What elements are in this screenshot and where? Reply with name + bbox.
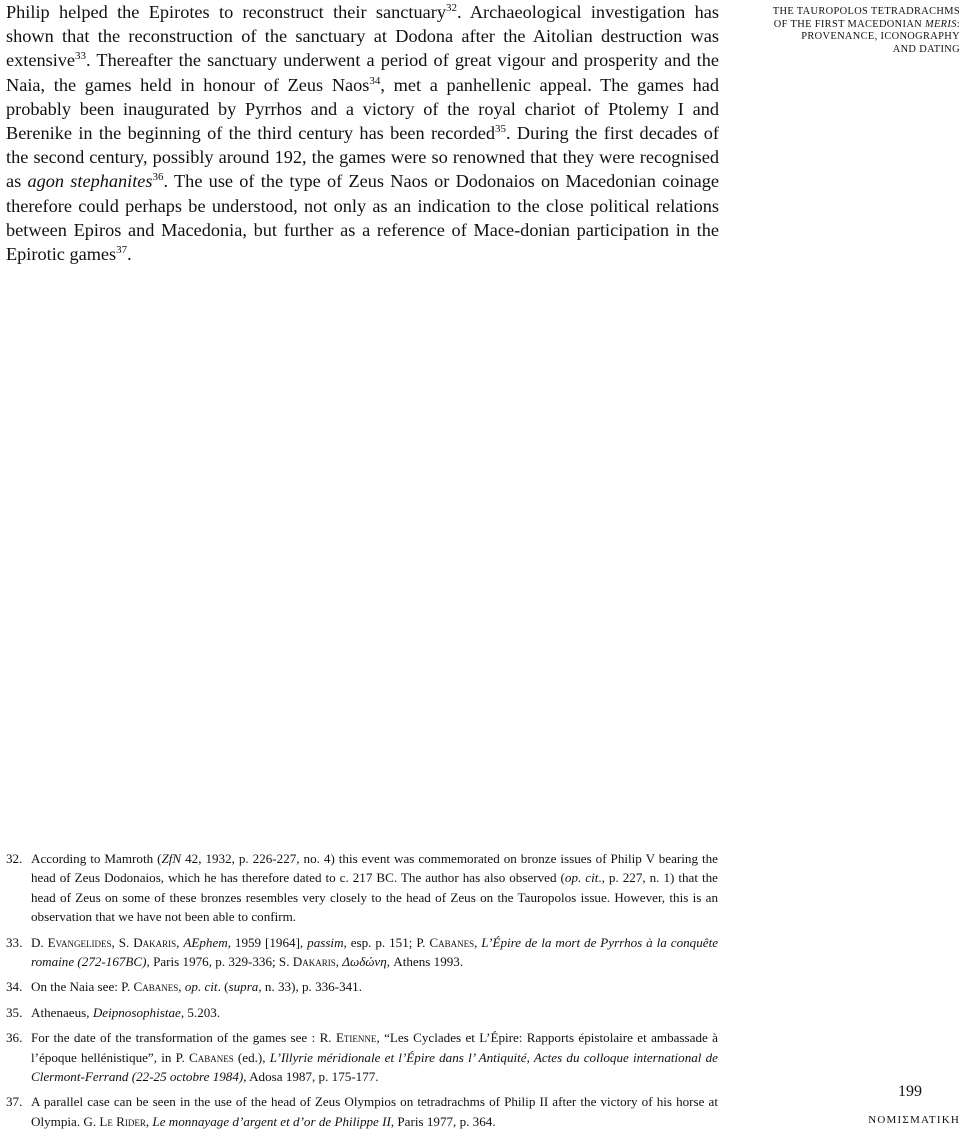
footnote-number: 33.	[6, 934, 23, 950]
footnote-text: For the date of the transformation of the games see : R. Etienne, “Les Cyclades et L’Épire: Rapports épistolaire et ambassade à l’époque hellénistique”, in P. Cabanes (ed.), L’Illyrie méridionale et l’Épire dans l’ Antiquité, Actes du colloque international de Clermont-Ferrand (22-25 octobre 1984), Adosa 1987, p. 175-177.	[31, 1030, 718, 1085]
page-number: 199	[898, 1083, 922, 1100]
footnotes	[6, 849, 718, 1137]
footnote-32	[6, 849, 718, 927]
footnote-text: According to Mamroth (ZfN 42, 1932, p. 226-227, no. 4) this event was commemorated on bronze issues of Philip V bearing the head of Zeus Dodonaios, which he has therefore dated to c. 217 BC. The author has also observed (op. cit., p. 227, n. 1) that the head of Zeus on some of these bronzes resembles very closely to the head of Zeus on the Tauropolos issue. However, this is an observation that we have not been able to confirm.	[31, 851, 718, 925]
running-head-line: OF THE FIRST MACEDONIAN MERIS:	[773, 18, 960, 30]
running-head	[738, 6, 960, 56]
footnote-ref-32[interactable]: 32	[445, 2, 457, 14]
footnote-ref-33[interactable]: 33	[75, 50, 87, 63]
footnote-34	[6, 977, 718, 996]
footnote-number: 32.	[6, 851, 23, 866]
footnote-ref-35[interactable]: 35	[494, 123, 506, 136]
footnote-ref-34[interactable]: 34	[369, 74, 381, 87]
running-head-line: PROVENANCE, ICONOGRAPHY	[801, 31, 960, 43]
footnote-text: Athenaeus, Deipnosophistae, 5.203.	[31, 1004, 221, 1020]
footnote-text: On the Naia see: P. Cabanes, op. cit. (supra, n. 33), p. 336-341.	[31, 979, 362, 995]
footnote-33	[6, 933, 718, 972]
footnote-37	[6, 1092, 718, 1131]
footnote-ref-37[interactable]: 37	[116, 244, 128, 257]
footnote-35	[6, 1003, 718, 1022]
footnote-number: 37.	[6, 1094, 23, 1110]
footnote-36	[6, 1028, 718, 1086]
journal-name: ΝΟΜΙΣΜΑΤΙΚΗ	[868, 1114, 960, 1126]
footnote-text: A parallel case can be seen in the use of the head of Zeus Olympios on tetradrachms of Philip II after the victory of his horse at Olympia. G. Le Rider, Le monnayage d’argent et d’or de Philippe II, Paris 1977, p. 364.	[31, 1094, 718, 1129]
footnote-text: D. Evangelides, S. Dakaris, AEphem, 1959 [1964], passim, esp. p. 151; P. Cabanes, L’Épire de la mort de Pyrrhos à la conquête romaine (272-167BC), Paris 1976, p. 329-336; S. Dakaris, Δωδώνη, Athens 1993.	[31, 934, 719, 970]
footnote-number: 35.	[6, 1004, 23, 1020]
main-paragraph: Philip helped the Epirotes to reconstruct their sanctuary$^{32}$. Archaeological investigation has shown that the reconstruction of the sanctuary at Dodona after the Aitolian destruction was extensive$^{33}$. Thereafter the sanctuary underwent a period of great vigour and prosperity and the Naia, the games held in honour of Zeus Naos$^{34}$, met a panhellenic appeal. The games had probably been inaugurated by Pyrrhos and a victory of the royal chariot of Ptolemy I and Berenike in the beginning of the third century has been recorded$^{35}$. During the first decades of the second century, possibly around 192, the games were so renowned that they were recognised as agon stephanites$^{36}$. The use of the type of Zeus Naos or Dodonaios on Macedonian coinage therefore could perhaps be understood, not only as an indication to the close political relations between Epiros and Macedonia, but further as a reference of Mace-donian participation in the Epirotic games$^{37}$.	[6, 2, 720, 265]
running-head-line: AND DATING	[892, 43, 960, 55]
footnote-number: 36.	[6, 1030, 23, 1046]
footnote-ref-36[interactable]: 36	[152, 171, 164, 184]
footnote-number: 34.	[6, 979, 23, 995]
running-head-line: THE TAUROPOLOS TETRADRACHMS	[772, 6, 960, 17]
